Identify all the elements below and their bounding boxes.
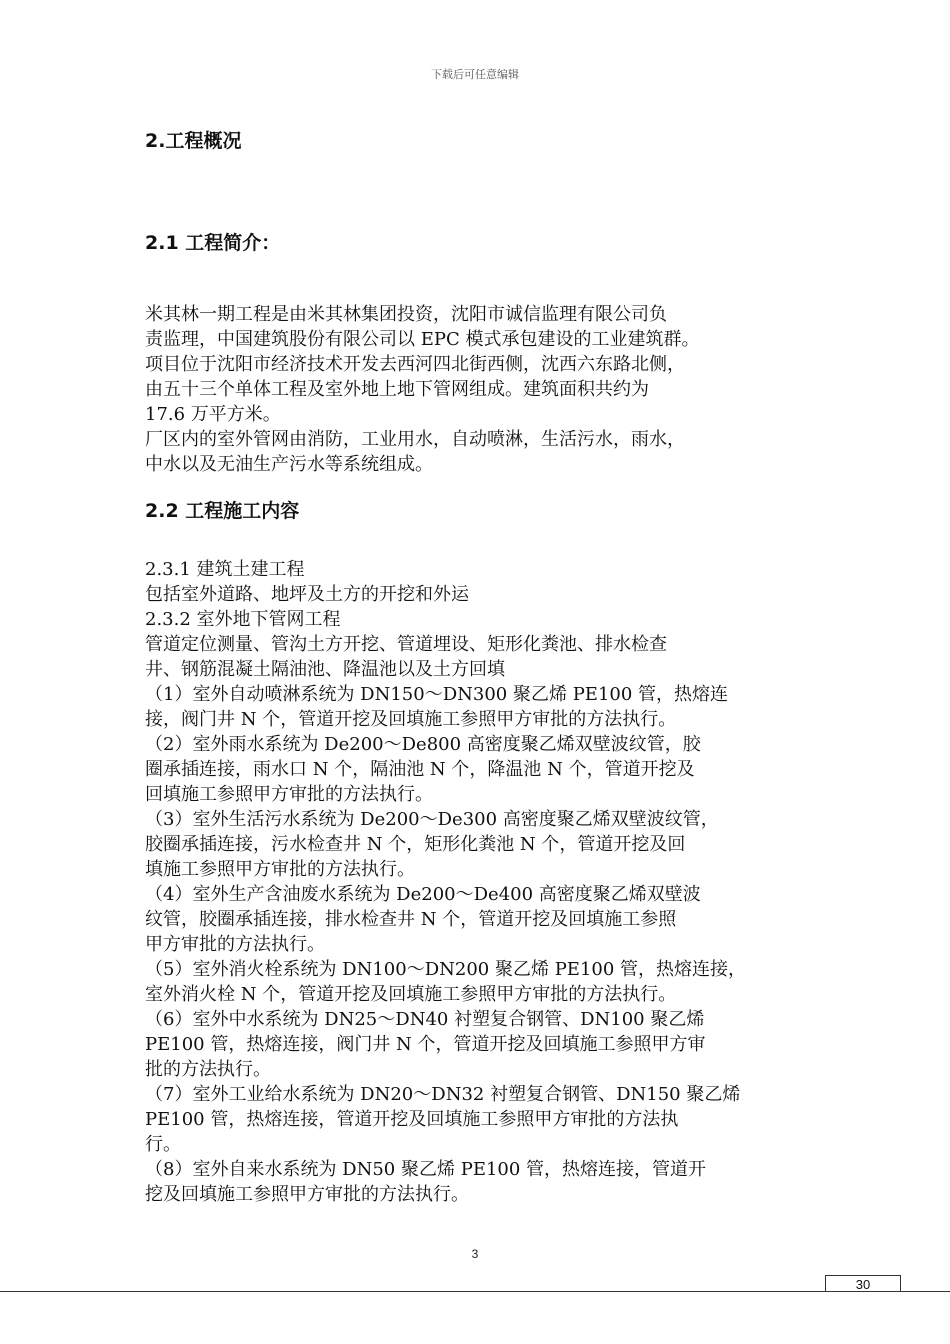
content-line: （5）室外消火栓系统为 DN100～DN200 聚乙烯 PE100 管，热熔连接， [145, 959, 747, 980]
footer-rule [0, 1291, 950, 1292]
intro-line: 米其林一期工程是由米其林集团投资，沈阳市诚信监理有限公司负 [145, 304, 667, 325]
content-line: 包括室外道路、地坪及土方的开挖和外运 [145, 584, 469, 605]
content-line: 批的方法执行。 [145, 1059, 271, 1080]
intro-line: 责监理，中国建筑股份有限公司以 EPC 模式承包建设的工业建筑群。 [145, 329, 700, 350]
content-line: 室外消火栓 N 个，管道开挖及回填施工参照甲方审批的方法执行。 [145, 984, 677, 1005]
section-2-1-title: 2.1 工程简介： [145, 232, 281, 254]
intro-line: 由五十三个单体工程及室外地上地下管网组成。建筑面积共约为 [145, 379, 649, 400]
page-number-box: 30 [825, 1275, 901, 1292]
content-line: 甲方审批的方法执行。 [145, 934, 325, 955]
section-2-title: 2.工程概况 [145, 130, 242, 152]
content-line: 胶圈承插连接，污水检查井 N 个，矩形化粪池 N 个，管道开挖及回 [145, 834, 686, 855]
content-line: （3）室外生活污水系统为 De200～De300 高密度聚乙烯双壁波纹管， [145, 809, 719, 830]
content-line: PE100 管，热熔连接，管道开挖及回填施工参照甲方审批的方法执 [145, 1109, 679, 1130]
intro-line: 17.6 万平方米。 [145, 404, 281, 425]
content-line: 填施工参照甲方审批的方法执行。 [145, 859, 415, 880]
section-2-2-title: 2.2 工程施工内容 [145, 500, 300, 522]
content-line: 行。 [145, 1134, 181, 1155]
intro-line: 项目位于沈阳市经济技术开发去西河四北街西侧，沈西六东路北侧， [145, 354, 685, 375]
page-number-center: 3 [471, 1247, 479, 1261]
content-line: 接，阀门井 N 个，管道开挖及回填施工参照甲方审批的方法执行。 [145, 709, 677, 730]
content-line: 挖及回填施工参照甲方审批的方法执行。 [145, 1184, 469, 1205]
content-line: （4）室外生产含油废水系统为 De200～De400 高密度聚乙烯双壁波 [145, 884, 701, 905]
content-line: 纹管，胶圈承插连接，排水检查井 N 个，管道开挖及回填施工参照 [145, 909, 677, 930]
content-line: 2.3.1 建筑土建工程 [145, 559, 305, 580]
content-line: （1）室外自动喷淋系统为 DN150～DN300 聚乙烯 PE100 管，热熔连 [145, 684, 729, 705]
content-line: （6）室外中水系统为 DN25～DN40 衬塑复合钢管、DN100 聚乙烯 [145, 1009, 705, 1030]
content-line: 管道定位测量、管沟土方开挖、管道埋设、矩形化粪池、排水检查 [145, 634, 667, 655]
content-paragraph [145, 557, 825, 1207]
content-line: 回填施工参照甲方审批的方法执行。 [145, 784, 433, 805]
content-line: 井、钢筋混凝土隔油池、降温池以及土方回填 [145, 659, 505, 680]
intro-paragraph [145, 302, 825, 477]
content-line: （8）室外自来水系统为 DN50 聚乙烯 PE100 管，热熔连接，管道开 [145, 1159, 707, 1180]
content-line: （2）室外雨水系统为 De200～De800 高密度聚乙烯双壁波纹管，胶 [145, 734, 701, 755]
content-line: 圈承插连接，雨水口 N 个，隔油池 N 个，降温池 N 个，管道开挖及 [145, 759, 695, 780]
content-line: 2.3.2 室外地下管网工程 [145, 609, 341, 630]
content-line: PE100 管，热熔连接，阀门井 N 个，管道开挖及回填施工参照甲方审 [145, 1034, 706, 1055]
content-line: （7）室外工业给水系统为 DN20～DN32 衬塑复合钢管、DN150 聚乙烯 [145, 1084, 741, 1105]
intro-line: 中水以及无油生产污水等系统组成。 [145, 454, 433, 475]
header-note: 下载后可任意编辑 [431, 69, 519, 81]
intro-line: 厂区内的室外管网由消防，工业用水，自动喷淋，生活污水，雨水， [145, 429, 685, 450]
